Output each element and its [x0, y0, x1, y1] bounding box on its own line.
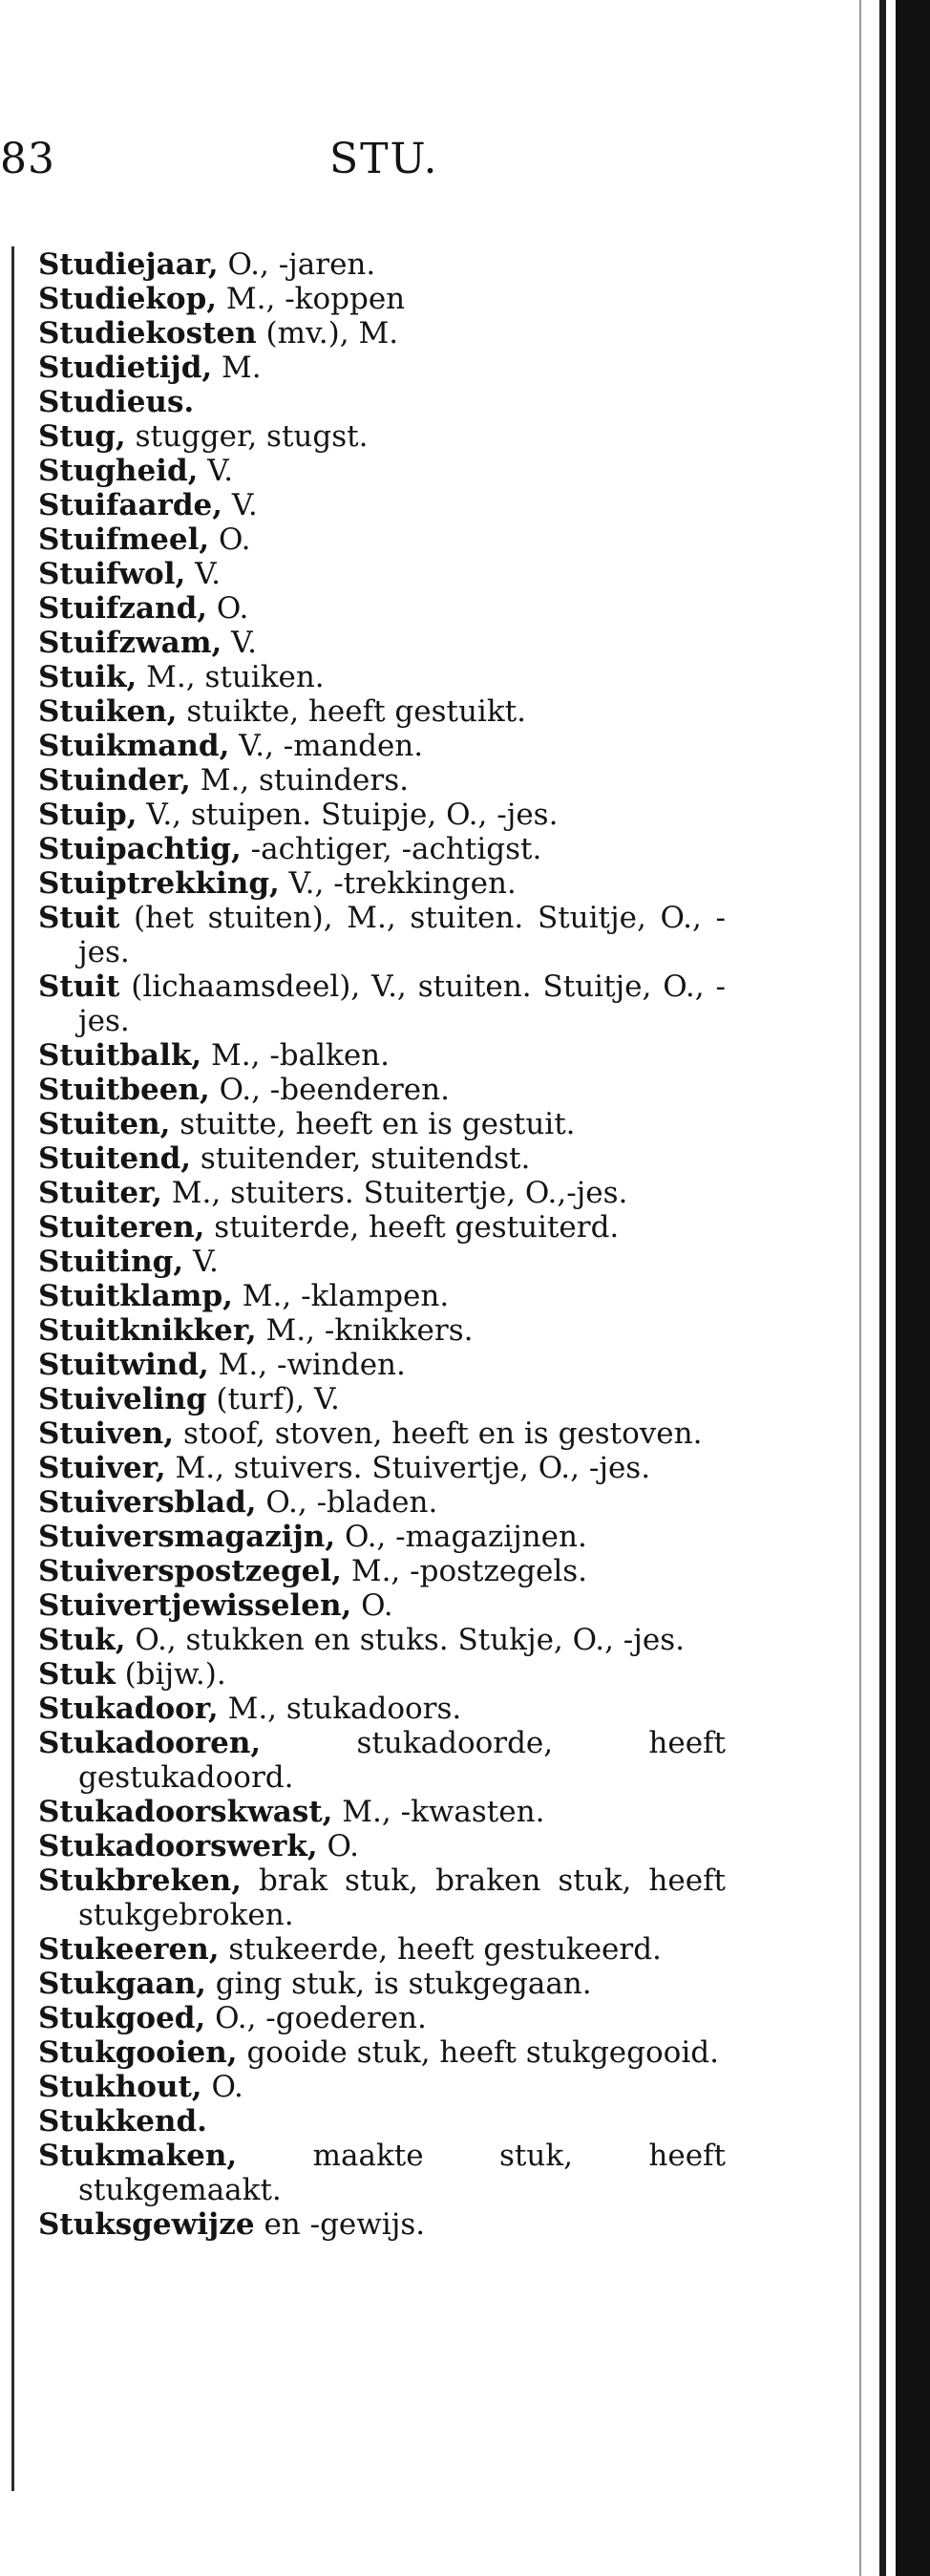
entry-definition: (mv.), M. [256, 316, 399, 351]
entry-headword: Stuiversblad, [38, 1485, 257, 1520]
dictionary-entry [38, 832, 726, 866]
entry-definition: stuiterde, heeft gestuiterd. [204, 1210, 620, 1245]
entry-definition: stuitender, stuitendst. [191, 1141, 531, 1176]
entry-headword: Stuiten, [38, 1107, 171, 1141]
entry-headword: Stuiteren, [38, 1210, 205, 1245]
entry-definition: O., -beenderen. [209, 1073, 450, 1107]
dictionary-entry [38, 351, 726, 385]
entry-headword: Stuiverspostzegel, [38, 1554, 342, 1588]
entry-definition: V. [183, 1245, 219, 1279]
dictionary-entry [38, 591, 726, 626]
page-edge-faint [859, 0, 861, 2576]
entry-headword: Stuit [38, 901, 120, 935]
dictionary-entry [38, 1210, 726, 1245]
entry-headword: Stuiting, [38, 1245, 184, 1279]
dictionary-entry [38, 1107, 726, 1141]
entry-definition: ging stuk, is stukgegaan. [205, 1967, 592, 2001]
dictionary-entry [38, 1623, 726, 1657]
entry-definition: V., -manden. [229, 729, 424, 763]
dictionary-entry [38, 626, 726, 660]
dictionary-entry [38, 385, 726, 419]
dictionary-entry [38, 2207, 726, 2242]
dictionary-entry [38, 1451, 726, 1485]
entry-headword: Studieus. [38, 385, 195, 419]
entry-headword: Stuifaarde, [38, 488, 223, 522]
entry-headword: Studiekosten [38, 316, 257, 351]
dictionary-entry [38, 1829, 726, 1863]
dictionary-entry [38, 316, 726, 351]
entry-definition: V. [185, 557, 221, 591]
entry-headword: Stuitknikker, [38, 1313, 257, 1348]
entry-headword: Stukeeren, [38, 1932, 220, 1967]
entry-definition: gooide stuk, heeft stukgegooid. [237, 2035, 719, 2070]
dictionary-entry [38, 1932, 726, 1967]
entry-headword: Stuipachtig, [38, 832, 242, 866]
entry-headword: Stukbreken, [38, 1863, 242, 1898]
entry-headword: Stuifmeel, [38, 522, 210, 557]
entry-definition: M., stuinders. [190, 763, 409, 798]
entry-definition: O. [201, 2070, 243, 2104]
entry-headword: Stuiken, [38, 694, 178, 729]
dictionary-entry [38, 1279, 726, 1313]
entry-definition: M., -balken. [201, 1038, 390, 1073]
entry-headword: Stuitbeen, [38, 1073, 210, 1107]
dictionary-entry [38, 1692, 726, 1726]
entry-headword: Stukadoorskwast, [38, 1795, 333, 1829]
entry-definition: brak stuk, braken stuk, heeft stukgebroken. [78, 1863, 726, 1932]
entry-headword: Stuiveling [38, 1382, 207, 1416]
entry-headword: Stuiversmagazijn, [38, 1520, 336, 1554]
dictionary-entry [38, 454, 726, 488]
entry-headword: Stukadoorswerk, [38, 1829, 318, 1863]
entry-headword: Stug, [38, 419, 126, 454]
dictionary-entry [38, 1485, 726, 1520]
dictionary-entry [38, 1176, 726, 1210]
running-head: STU. [329, 135, 439, 183]
dictionary-entry [38, 1382, 726, 1416]
dictionary-entry [38, 1313, 726, 1348]
entry-headword: Stuk, [38, 1623, 126, 1657]
entry-definition: O., stukken en stuks. Stukje, O., -jes. [125, 1623, 685, 1657]
entry-headword: Stukadoor, [38, 1692, 219, 1726]
entry-definition: M., stuiken. [137, 660, 325, 694]
entry-definition: O., -bladen. [256, 1485, 438, 1520]
dictionary-entry [38, 798, 726, 832]
entry-headword: Stuinder, [38, 763, 191, 798]
entry-definition: M., -kwasten. [332, 1795, 545, 1829]
entry-definition: stugger, stugst. [125, 419, 369, 454]
dictionary-entry [38, 1520, 726, 1554]
entry-headword: Stukadooren, [38, 1726, 262, 1760]
entry-headword: Stuitbalk, [38, 1038, 202, 1073]
entry-definition: M., -klampen. [232, 1279, 450, 1313]
entry-definition: (turf), V. [206, 1382, 340, 1416]
dictionary-entry [38, 282, 726, 316]
entry-definition: V. [222, 488, 258, 522]
dictionary-entries [38, 247, 726, 2242]
dictionary-entry [38, 1416, 726, 1451]
entry-definition: stuitte, heeft en is gestuit. [170, 1107, 576, 1141]
dictionary-entry [38, 1967, 726, 2001]
dictionary-entry [38, 969, 726, 1038]
dictionary-entry [38, 1726, 726, 1795]
entry-definition: V. [198, 454, 234, 488]
dictionary-entry [38, 419, 726, 454]
dictionary-entry [38, 901, 726, 969]
entry-headword: Stuiter, [38, 1176, 162, 1210]
dictionary-entry [38, 2070, 726, 2104]
dictionary-entry [38, 2104, 726, 2139]
entry-definition: M., -koppen [217, 282, 406, 316]
dictionary-entry [38, 1141, 726, 1176]
entry-definition: V. [222, 626, 258, 660]
dictionary-entry [38, 2035, 726, 2070]
entry-headword: Stukgaan, [38, 1967, 206, 2001]
entry-headword: Stuifzwam, [38, 626, 222, 660]
entry-definition: -achtiger, -achtigst. [241, 832, 542, 866]
dictionary-entry [38, 522, 726, 557]
entry-headword: Stuiver, [38, 1451, 166, 1485]
dictionary-entry [38, 1863, 726, 1932]
entry-definition: en -gewijs. [254, 2207, 426, 2242]
entry-definition: O. [317, 1829, 359, 1863]
entry-headword: Stuitklamp, [38, 1279, 233, 1313]
entry-definition: O., -jaren. [218, 247, 376, 282]
entry-headword: Stukkend. [38, 2104, 207, 2139]
dictionary-entry [38, 1588, 726, 1623]
entry-headword: Stuitend, [38, 1141, 192, 1176]
dictionary-entry [38, 1554, 726, 1588]
entry-definition: O. [209, 522, 251, 557]
dictionary-entry [38, 2001, 726, 2035]
entry-definition: stoof, stoven, heeft en is gestoven. [174, 1416, 703, 1451]
entry-headword: Stuivertjewisselen, [38, 1588, 352, 1623]
entry-definition: O. [351, 1588, 393, 1623]
entry-headword: Studiekop, [38, 282, 218, 316]
entry-headword: Stuksgewijze [38, 2207, 255, 2242]
entry-definition: stukadoorde, heeft gestukadoord. [78, 1726, 726, 1795]
entry-headword: Studietijd, [38, 351, 213, 385]
dictionary-entry [38, 1795, 726, 1829]
dictionary-entry [38, 1073, 726, 1107]
entry-headword: Stuit [38, 969, 120, 1004]
entry-definition: V., stuipen. Stuipje, O., -jes. [137, 798, 559, 832]
entry-headword: Stuik, [38, 660, 137, 694]
entry-headword: Stukgoed, [38, 2001, 206, 2035]
dictionary-entry [38, 694, 726, 729]
page-edge [896, 0, 930, 2576]
dictionary-entry [38, 1657, 726, 1692]
entry-headword: Stukgooien, [38, 2035, 238, 2070]
entry-definition: V., -trekkingen. [279, 866, 517, 901]
dictionary-entry [38, 763, 726, 798]
entry-definition: O., -goederen. [205, 2001, 427, 2035]
dictionary-entry [38, 247, 726, 282]
entry-headword: Stuiptrekking, [38, 866, 280, 901]
entry-headword: Stuiven, [38, 1416, 175, 1451]
entry-definition: M. [212, 351, 262, 385]
dictionary-entry [38, 660, 726, 694]
entry-definition: M., -postzegels. [341, 1554, 588, 1588]
entry-definition: stuikte, heeft gestuikt. [177, 694, 526, 729]
entry-definition: M., -winden. [208, 1348, 406, 1382]
entry-headword: Stuifzand, [38, 591, 208, 626]
entry-definition: maakte stuk, heeft stukgemaakt. [78, 2139, 726, 2207]
dictionary-entry [38, 1348, 726, 1382]
entry-definition: (bijw.). [115, 1657, 226, 1692]
entry-headword: Stuikmand, [38, 729, 230, 763]
entry-headword: Stuip, [38, 798, 137, 832]
entry-headword: Studiejaar, [38, 247, 219, 282]
entry-definition: stukeerde, heeft gestukeerd. [219, 1932, 662, 1967]
entry-definition: M., stuiters. Stuitertje, O.,-jes. [161, 1176, 628, 1210]
page-number: 83 [0, 135, 55, 183]
entry-definition: O. [207, 591, 249, 626]
entry-definition: O., -magazijnen. [335, 1520, 587, 1554]
dictionary-entry [38, 557, 726, 591]
entry-headword: Stukhout, [38, 2070, 202, 2104]
dictionary-entry [38, 729, 726, 763]
entry-definition: (lichaamsdeel), V., stuiten. Stuitje, O., -jes. [78, 969, 726, 1038]
entry-definition: (het stuiten), M., stuiten. Stuitje, O., -jes. [78, 901, 726, 969]
dictionary-entry [38, 488, 726, 522]
page-edge-light [879, 0, 886, 2576]
entry-headword: Stugheid, [38, 454, 199, 488]
entry-headword: Stukmaken, [38, 2139, 238, 2173]
margin-rule [11, 246, 14, 2491]
entry-headword: Stuk [38, 1657, 116, 1692]
dictionary-entry [38, 866, 726, 901]
dictionary-entry [38, 2139, 726, 2207]
entry-definition: M., stukadoors. [218, 1692, 462, 1726]
entry-definition: M., stuivers. Stuivertje, O., -jes. [165, 1451, 651, 1485]
entry-definition: M., -knikkers. [256, 1313, 474, 1348]
dictionary-entry [38, 1038, 726, 1073]
entry-headword: Stuifwol, [38, 557, 186, 591]
dictionary-entry [38, 1245, 726, 1279]
entry-headword: Stuitwind, [38, 1348, 209, 1382]
